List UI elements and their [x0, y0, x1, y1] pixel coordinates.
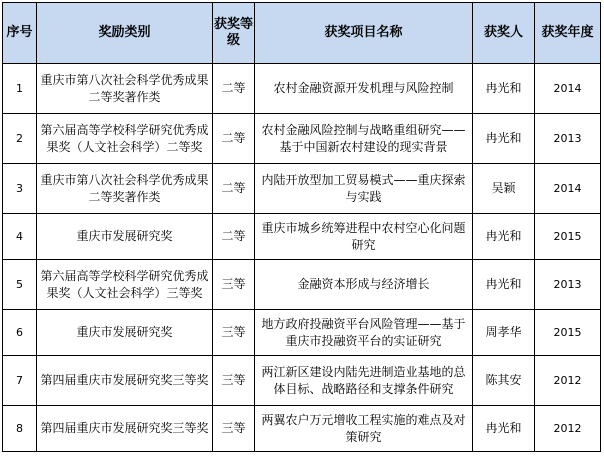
cell-level: 二等 — [213, 214, 255, 260]
cell-winner: 冉光和 — [473, 260, 535, 310]
cell-year: 2014 — [535, 164, 601, 214]
cell-category: 第四届重庆市发展研究奖三等奖 — [37, 406, 213, 452]
cell-level: 三等 — [213, 406, 255, 452]
cell-level: 三等 — [213, 310, 255, 356]
table-row — [3, 310, 601, 356]
cell-year: 2015 — [535, 310, 601, 356]
table-row — [3, 406, 601, 452]
table-row — [3, 214, 601, 260]
cell-year: 2012 — [535, 356, 601, 406]
table-row — [3, 164, 601, 214]
cell-category: 第四届重庆市发展研究奖三等奖 — [37, 356, 213, 406]
cell-winner: 冉光和 — [473, 214, 535, 260]
header-category: 奖励类别 — [37, 3, 213, 64]
cell-year: 2013 — [535, 114, 601, 164]
cell-index: 7 — [3, 356, 37, 406]
cell-winner: 冉光和 — [473, 406, 535, 452]
cell-project: 金融资本形成与经济增长 — [255, 260, 473, 310]
cell-index: 3 — [3, 164, 37, 214]
cell-project: 农村金融资源开发机理与风险控制 — [255, 64, 473, 114]
cell-winner: 冉光和 — [473, 64, 535, 114]
cell-project: 农村金融风险控制与战略重组研究——基于中国新农村建设的现实背景 — [255, 114, 473, 164]
cell-project: 重庆市城乡统筹进程中农村空心化问题研究 — [255, 214, 473, 260]
table-row — [3, 260, 601, 310]
cell-year: 2015 — [535, 214, 601, 260]
cell-project: 内陆开放型加工贸易模式——重庆探索与实践 — [255, 164, 473, 214]
cell-category: 重庆市第八次社会科学优秀成果二等奖著作类 — [37, 164, 213, 214]
cell-category: 第六届高等学校科学研究优秀成果奖（人文社会科学）三等奖 — [37, 260, 213, 310]
table-row — [3, 356, 601, 406]
cell-level: 三等 — [213, 260, 255, 310]
awards-table — [2, 2, 601, 452]
header-winner: 获奖人 — [473, 3, 535, 64]
cell-year: 2012 — [535, 406, 601, 452]
cell-winner: 吴颖 — [473, 164, 535, 214]
cell-category: 第六届高等学校科学研究优秀成果奖（人文社会科学）二等奖 — [37, 114, 213, 164]
cell-category: 重庆市发展研究奖 — [37, 310, 213, 356]
cell-project: 两江新区建设内陆先进制造业基地的总体目标、战略路径和支撑条件研究 — [255, 356, 473, 406]
cell-category: 重庆市第八次社会科学优秀成果二等奖著作类 — [37, 64, 213, 114]
cell-level: 二等 — [213, 164, 255, 214]
cell-level: 三等 — [213, 356, 255, 406]
cell-index: 5 — [3, 260, 37, 310]
cell-index: 4 — [3, 214, 37, 260]
table-row — [3, 64, 601, 114]
cell-index: 2 — [3, 114, 37, 164]
cell-level: 二等 — [213, 114, 255, 164]
header-level: 获奖等级 — [213, 3, 255, 64]
cell-index: 6 — [3, 310, 37, 356]
header-year: 获奖年度 — [535, 3, 601, 64]
table-row — [3, 114, 601, 164]
cell-project: 地方政府投融资平台风险管理——基于重庆市投融资平台的实证研究 — [255, 310, 473, 356]
cell-year: 2013 — [535, 260, 601, 310]
header-project: 获奖项目名称 — [255, 3, 473, 64]
cell-index: 1 — [3, 64, 37, 114]
cell-level: 二等 — [213, 64, 255, 114]
cell-winner: 冉光和 — [473, 114, 535, 164]
header-row — [3, 3, 601, 64]
cell-winner: 周孝华 — [473, 310, 535, 356]
cell-index: 8 — [3, 406, 37, 452]
cell-winner: 陈其安 — [473, 356, 535, 406]
header-index: 序号 — [3, 3, 37, 64]
cell-category: 重庆市发展研究奖 — [37, 214, 213, 260]
cell-year: 2014 — [535, 64, 601, 114]
cell-project: 两翼农户万元增收工程实施的难点及对策研究 — [255, 406, 473, 452]
